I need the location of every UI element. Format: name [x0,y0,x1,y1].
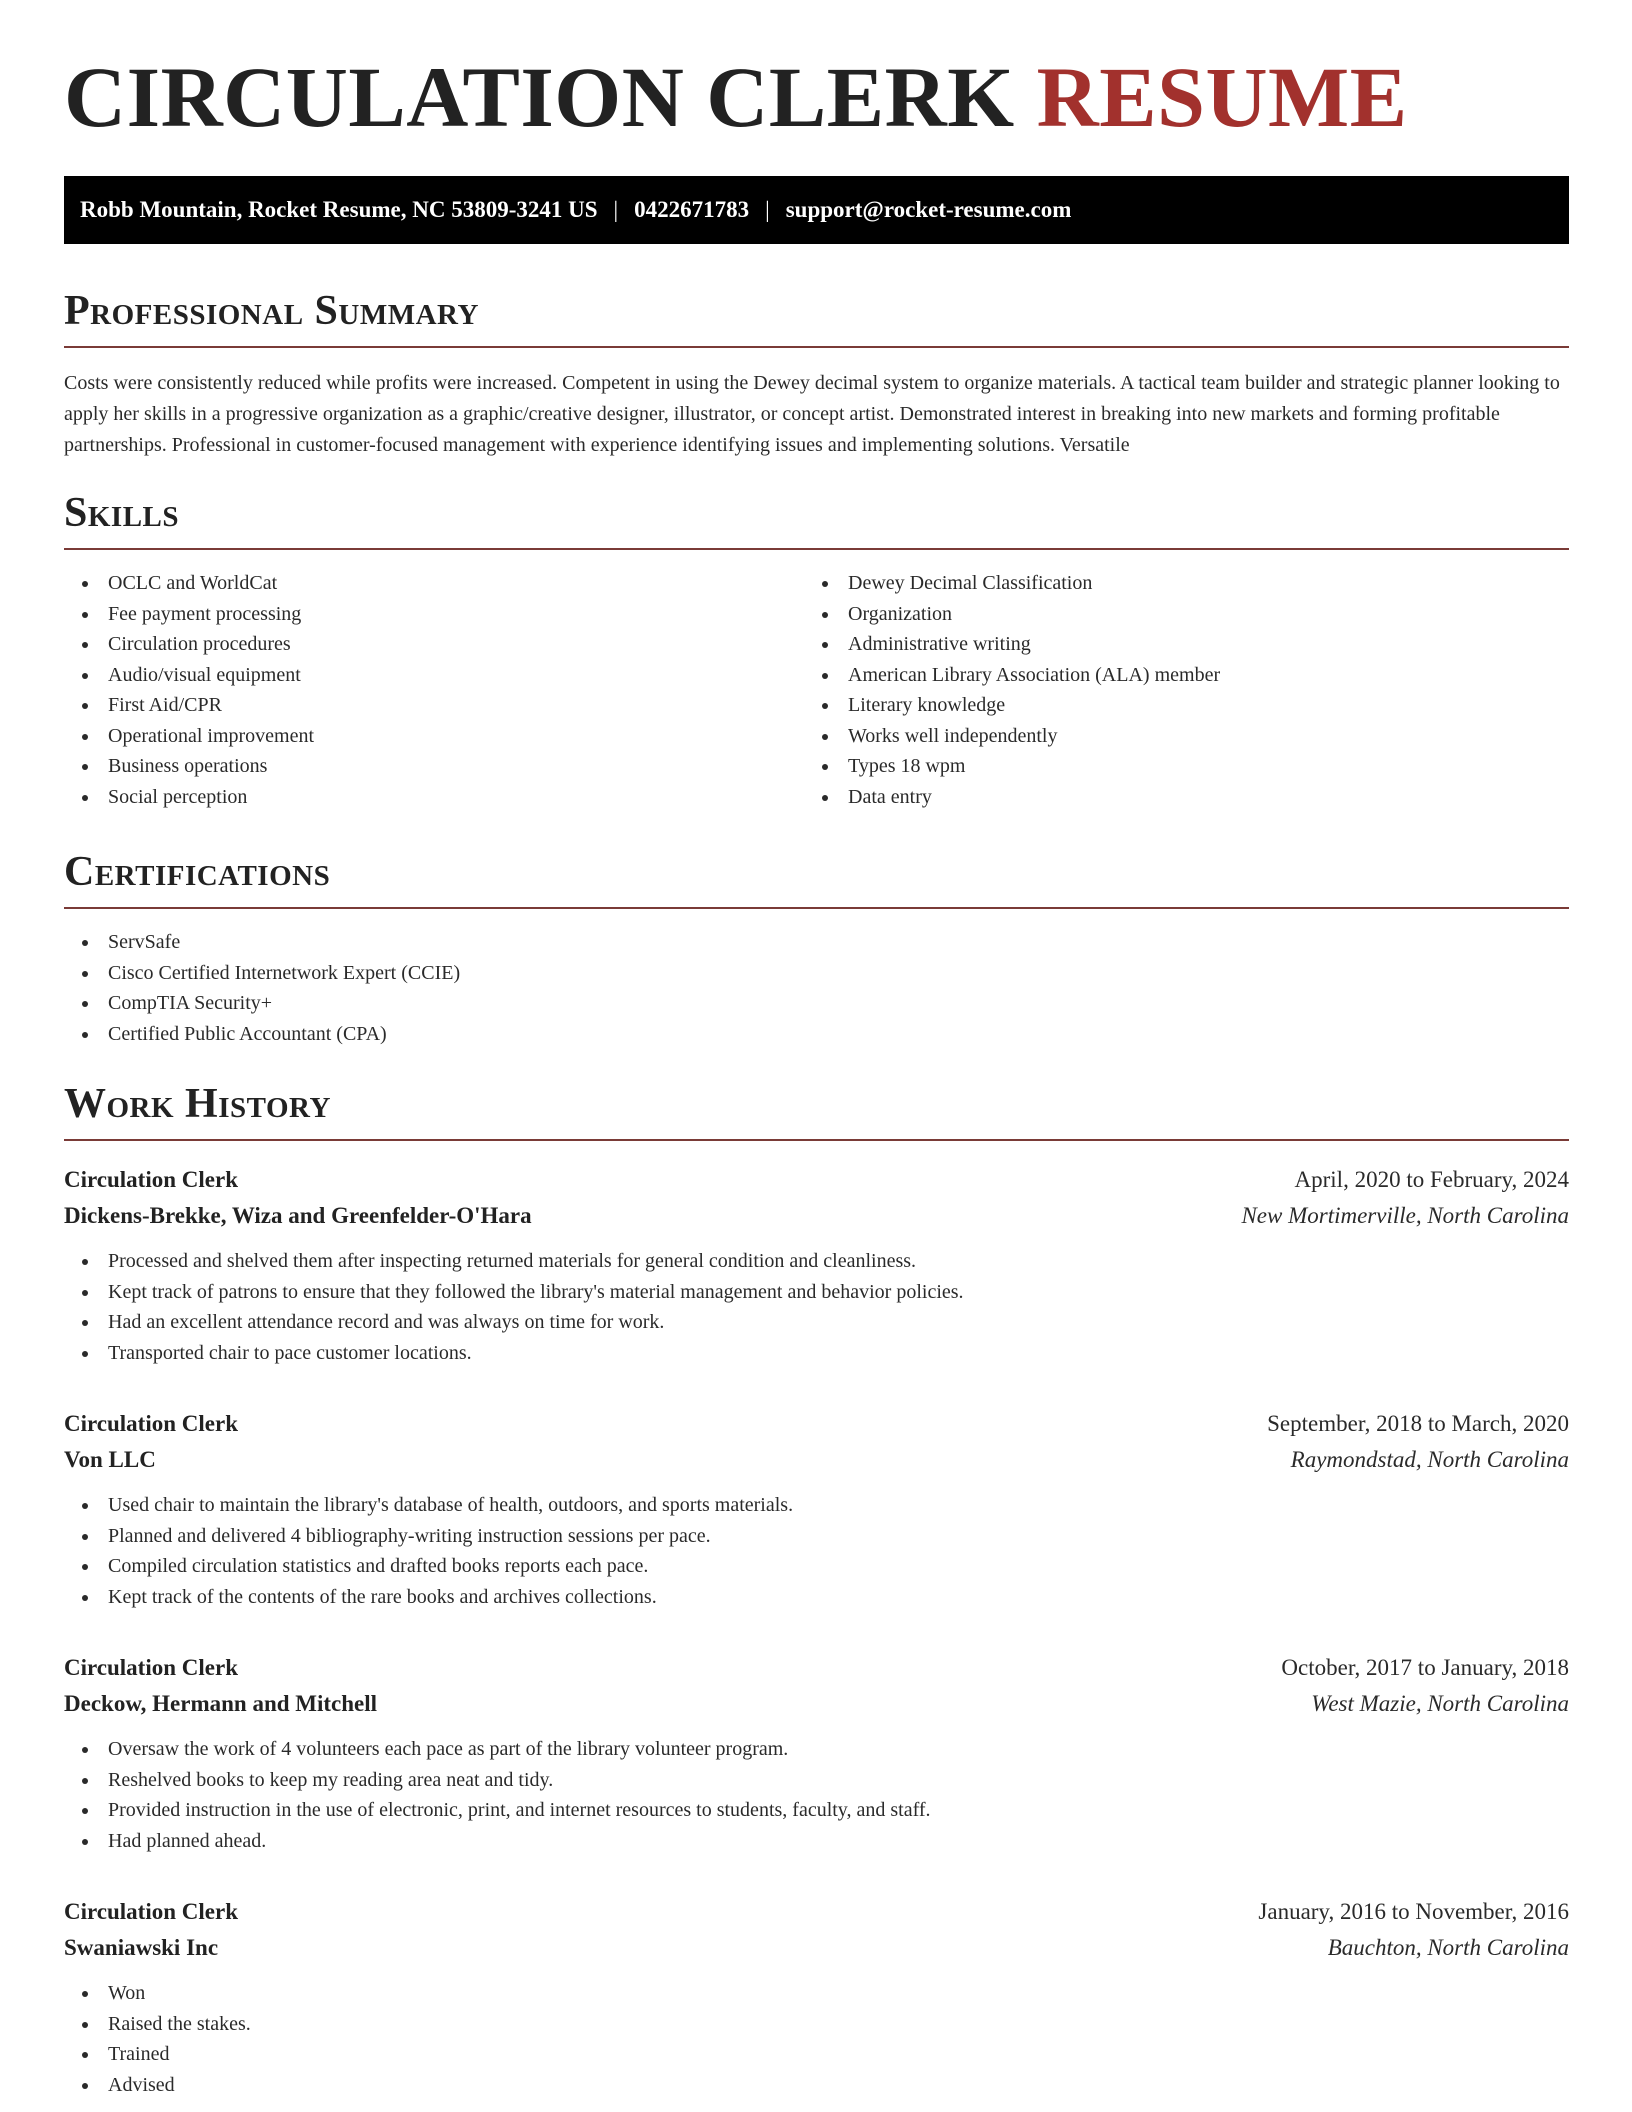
certification-item: Cisco Certified Internetwork Expert (CCIE) [64,958,1569,989]
job-bullet: Provided instruction in the use of electronic, print, and internet resources to students, faculty, and staff. [64,1795,1569,1826]
skill-item: Dewey Decimal Classification [804,568,1544,599]
job-company-row [64,1686,1569,1722]
job-bullet: Oversaw the work of 4 volunteers each pace as part of the library volunteer program. [64,1734,1569,1765]
job-title-row [64,1406,1569,1442]
skill-item: Literary knowledge [804,690,1544,721]
contact-separator: | [765,197,770,222]
job-location: West Mazie, North Carolina [1311,1691,1569,1716]
job-company: Swaniawski Inc [64,1935,219,1960]
skill-item: American Library Association (ALA) member [804,660,1544,691]
skill-item: Audio/visual equipment [64,660,804,691]
job-location: Raymondstad, North Carolina [1290,1447,1569,1472]
title-main: CIRCULATION CLERK [64,49,1015,145]
job-bullets [64,1246,1569,1368]
skill-item: Social perception [64,782,804,813]
job-dates: September, 2018 to March, 2020 [1267,1411,1569,1436]
contact-separator: | [613,197,619,222]
job-dates: October, 2017 to January, 2018 [1281,1655,1569,1680]
summary-section [64,290,1569,461]
job-bullets [64,1978,1569,2100]
skill-item: Fee payment processing [64,599,804,630]
title-accent: RESUME [1036,49,1408,145]
job-company-row [64,1198,1569,1234]
job-title: Circulation Clerk [64,1655,238,1680]
certification-item: ServSafe [64,927,1569,958]
contact-bar [64,176,1569,244]
job-bullet: Raised the stakes. [64,2009,1569,2040]
job-entry [64,1650,1569,1856]
job-bullet: Had planned ahead. [64,1826,1569,1857]
skills-heading: Skills [64,492,1569,550]
job-title-row [64,1650,1569,1686]
skill-item: Types 18 wpm [804,751,1544,782]
contact-address: Robb Mountain, Rocket Resume, NC 53809-3241 US [80,197,598,222]
job-title: Circulation Clerk [64,1167,238,1192]
job-bullet: Won [64,1978,1569,2009]
skills-section [64,492,1569,812]
job-company-row [64,1930,1569,1966]
contact-phone: 0422671783 [634,197,750,222]
job-bullet: Trained [64,2039,1569,2070]
certifications-heading: Certifications [64,851,1569,909]
skill-item: Circulation procedures [64,629,804,660]
job-title: Circulation Clerk [64,1899,238,1924]
job-bullet: Processed and shelved them after inspecting returned materials for general condition and cleanliness. [64,1246,1569,1277]
skill-item: Data entry [804,782,1544,813]
job-location: New Mortimerville, North Carolina [1241,1203,1569,1228]
certification-item: Certified Public Accountant (CPA) [64,1019,1569,1050]
job-dates: January, 2016 to November, 2016 [1258,1899,1569,1924]
skills-columns [64,568,1569,812]
skill-item: First Aid/CPR [64,690,804,721]
job-bullet: Advised [64,2070,1569,2101]
skill-item: Business operations [64,751,804,782]
job-entry [64,1162,1569,1368]
job-bullet: Planned and delivered 4 bibliography-writing instruction sessions per pace. [64,1521,1569,1552]
job-bullet: Used chair to maintain the library's database of health, outdoors, and sports materials. [64,1490,1569,1521]
certifications-list [64,927,1569,1049]
summary-text: Costs were consistently reduced while profits were increased. Competent in using the Dewey decimal system to organize materials. A tactical team builder and strategic planner looking to apply her skills in a progressive organization as a graphic/creative designer, illustrator, or concept artist. Demonstrated interest in breaking into new markets and forming profitable partnerships. Professional in customer-focused management with experience identifying issues and implementing solutions. Versatile [64,372,1560,456]
skill-item: Organization [804,599,1544,630]
job-company: Von LLC [64,1447,156,1472]
job-bullet: Compiled circulation statistics and drafted books reports each pace. [64,1551,1569,1582]
skill-item: OCLC and WorldCat [64,568,804,599]
work-history-heading: Work History [64,1083,1569,1141]
job-bullet: Reshelved books to keep my reading area neat and tidy. [64,1765,1569,1796]
contact-email: support@rocket-resume.com [785,197,1072,222]
skill-item: Operational improvement [64,721,804,752]
job-bullet: Had an excellent attendance record and was always on time for work. [64,1307,1569,1338]
certification-item: CompTIA Security+ [64,988,1569,1019]
certifications-section [64,851,1569,1049]
job-entry [64,1894,1569,2100]
skills-list-left [64,568,804,812]
job-company: Dickens-Brekke, Wiza and Greenfelder-O'Hara [64,1203,532,1228]
job-title-row [64,1894,1569,1930]
job-location: Bauchton, North Carolina [1327,1935,1569,1960]
job-bullets [64,1490,1569,1612]
work-history-section [64,1083,1569,1141]
job-title-row [64,1162,1569,1198]
summary-heading: Professional Summary [64,290,1569,348]
job-title: Circulation Clerk [64,1411,238,1436]
job-dates: April, 2020 to February, 2024 [1294,1167,1569,1192]
job-bullet: Transported chair to pace customer locations. [64,1338,1569,1369]
skill-item: Works well independently [804,721,1544,752]
job-bullets [64,1734,1569,1856]
job-bullet: Kept track of patrons to ensure that they followed the library's material management and behavior policies. [64,1277,1569,1308]
job-bullet: Kept track of the contents of the rare books and archives collections. [64,1582,1569,1613]
job-company-row [64,1442,1569,1478]
skill-item: Administrative writing [804,629,1544,660]
job-entry [64,1406,1569,1612]
skills-list-right [804,568,1544,812]
resume-title [64,49,1408,145]
job-company: Deckow, Hermann and Mitchell [64,1691,378,1716]
